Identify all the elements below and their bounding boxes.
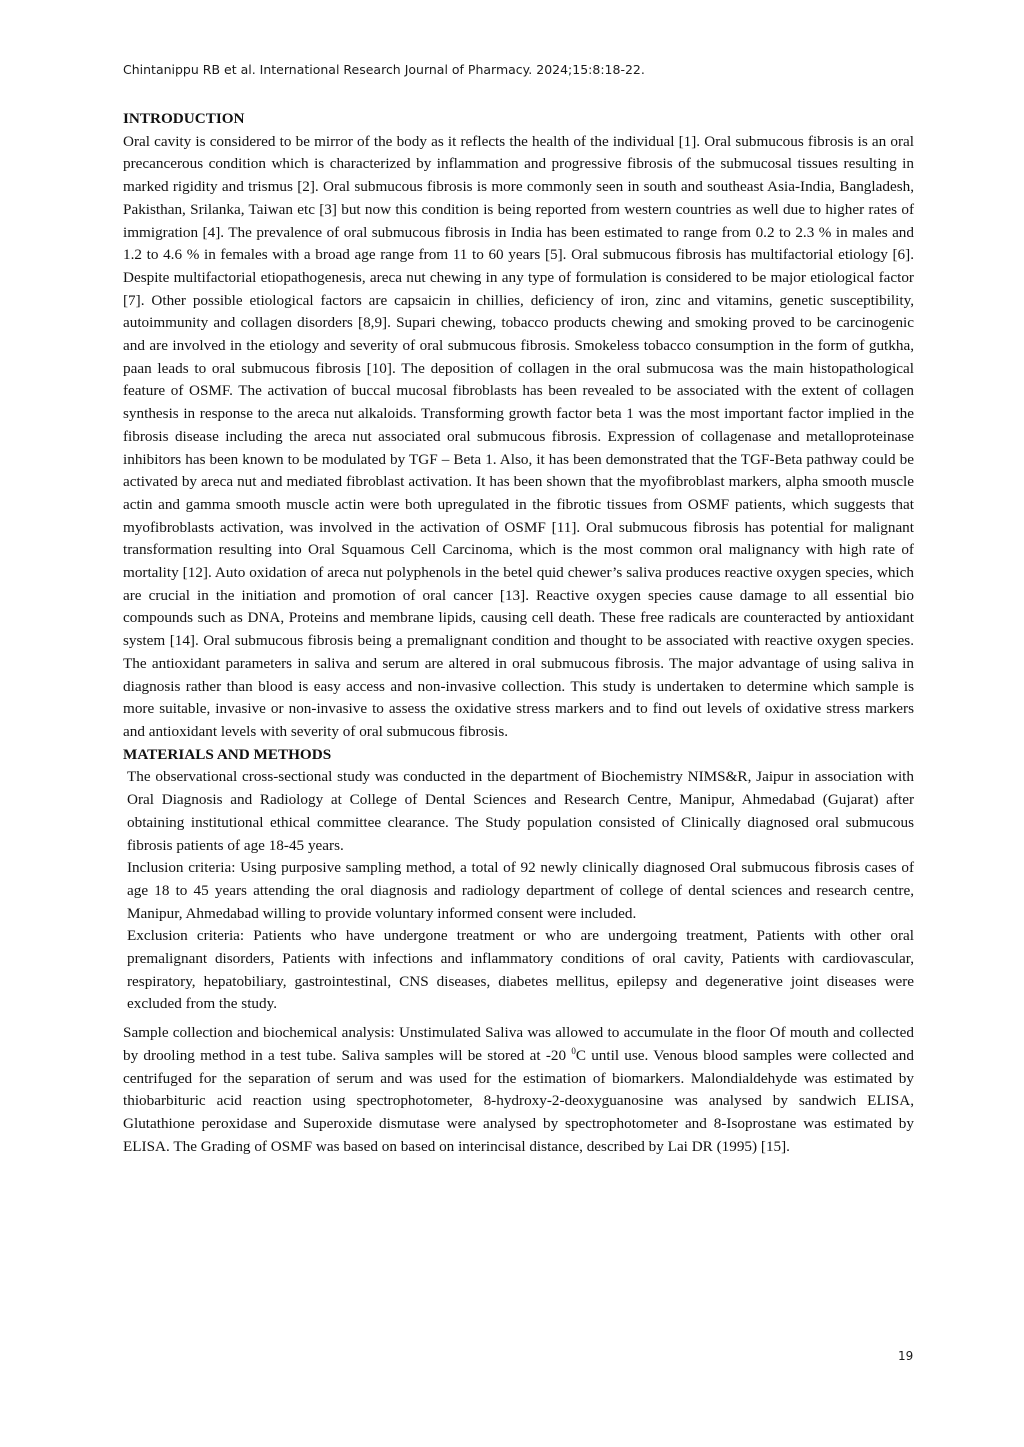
sample-text-part2: C until use. Venous blood samples were collected and centrifuged for the separation of serum and was used for the estimation of biomarkers. Malondialdehyde was estimated by thiobarbituric acid reaction using spectrophotometer, 8-hydroxy-2-deoxyguanosine was analysed by sandwich ELISA, Glutathione peroxidase and Superoxide dismutase were analysed by spectrophotometer and 8-Isoprostane was estimated by ELISA. The Grading of OSMF was based on based on interincisal distance, described by Lai DR (1995) [15]. [123, 1046, 914, 1155]
page-number: 19 [898, 1349, 914, 1363]
running-head: Chintanippu RB et al. International Research Journal of Pharmacy. 2024;15:8:18-22. [123, 62, 645, 77]
study-design-paragraph: The observational cross-sectional study was conducted in the department of Biochemistry NIMS&R, Jaipur in association with Oral Diagnosis and Radiology at College of Dental Sciences and Research Centre, Manipur, Ahmedabad (Gujarat) after obtaining institutional ethical committee clearance. The Study population consisted of Clinically diagnosed oral submucous fibrosis patients of age 18-45 years. [127, 768, 914, 854]
methods-heading: MATERIALS AND METHODS [123, 745, 332, 763]
methods-indented-block [123, 766, 914, 1016]
inclusion-criteria-paragraph: Inclusion criteria: Using purposive sampling method, a total of 92 newly clinically diagnosed Oral submucous fibrosis cases of age 18 to 45 years attending the oral diagnosis and radiology department of college of dental sciences and research centre, Manipur, Ahmedabad willing to provide voluntary informed consent were included. [127, 859, 914, 922]
sample-collection-paragraph [123, 1022, 914, 1158]
introduction-heading: INTRODUCTION [123, 110, 245, 127]
exclusion-criteria-paragraph: Exclusion criteria: Patients who have undergone treatment or who are undergoing treatment, Patients with other oral premalignant disorders, Patients with infections and inflammatory conditions of oral cavity, Patients with cardiovascular, respiratory, hepatobiliary, gastrointestinal, CNS diseases, diabetes mellitus, epilepsy and degenerative joint diseases were excluded from the study. [127, 927, 914, 1013]
article-body [123, 108, 914, 1158]
degree-superscript: 0 [571, 1045, 576, 1056]
sample-text-part1: Sample collection and biochemical analysis: Unstimulated Saliva was allowed to accumulate in the floor Of mouth and collected by drooling method in a test tube. Saliva samples will be stored at -20 [123, 1024, 914, 1064]
introduction-paragraph: Oral cavity is considered to be mirror of the body as it reflects the health of the individual [1]. Oral submucous fibrosis is an oral precancerous condition which is characterized by inflammation and progressive fibrosis of the submucosal tissues resulting in marked rigidity and trismus [2]. Oral submucous fibrosis is more commonly seen in south and southeast Asia-India, Bangladesh, Pakisthan, Srilanka, Taiwan etc [3] but now this condition is being reported from western countries as well due to higher rates of immigration [4]. The prevalence of oral submucous fibrosis in India has been estimated to range from 0.2 to 2.3 % in males and 1.2 to 4.6 % in females with a broad age range from 11 to 60 years [5]. Oral submucous fibrosis has multifactorial etiology [6]. Despite multifactorial etiopathogenesis, areca nut chewing in any type of formulation is considered to be major etiological factor [7]. Other possible etiological factors are capsaicin in chillies, deficiency of iron, zinc and vitamins, genetic susceptibility, autoimmunity and collagen disorders [8,9]. Supari chewing, tobacco products chewing and smoking proved to be carcinogenic and are involved in the etiology and severity of oral submucous fibrosis. Smokeless tobacco consumption in the form of gutkha, paan leads to oral submucous fibrosis [10]. The deposition of collagen in the oral submucosa was the main histopathological feature of OSMF. The activation of buccal mucosal fibroblasts has been revealed to be associated with the extent of collagen synthesis in response to the areca nut alkaloids. Transforming growth factor beta 1 was the most important factor implied in the fibrosis disease including the areca nut associated oral submucous fibrosis. Expression of collagenase and metalloproteinase inhibitors has been known to be modulated by TGF – Beta 1. Also, it has been demonstrated that the TGF-Beta pathway could be activated by areca nut and mediated fibroblast activation. It has been shown that the myofibroblast markers, alpha smooth muscle actin and gamma smooth muscle actin were both upregulated in the fibrotic tissues from OSMF patients, which suggests that myofibroblasts activation, was involved in the activation of OSMF [11]. Oral submucous fibrosis has potential for malignant transformation resulting into Oral Squamous Cell Carcinoma, which is the most common oral malignancy with high rate of mortality [12]. Auto oxidation of areca nut polyphenols in the betel quid chewer’s saliva produces reactive oxygen species, which are crucial in the initiation and promotion of oral cancer [13]. Reactive oxygen species cause damage to all essential bio compounds such as DNA, Proteins and membrane lipids, causing cell death. These free radicals are counteracted by antioxidant system [14]. Oral submucous fibrosis being a premalignant condition and thought to be associated with reactive oxygen species. The antioxidant parameters in saliva and serum are altered in oral submucous fibrosis. The major advantage of using saliva in diagnosis rather than blood is easy access and non-invasive collection. This study is undertaken to determine which sample is more suitable, invasive or non-invasive to assess the oxidative stress markers and to find out levels of oxidative stress markers and antioxidant levels with severity of oral submucous fibrosis. [123, 132, 914, 740]
